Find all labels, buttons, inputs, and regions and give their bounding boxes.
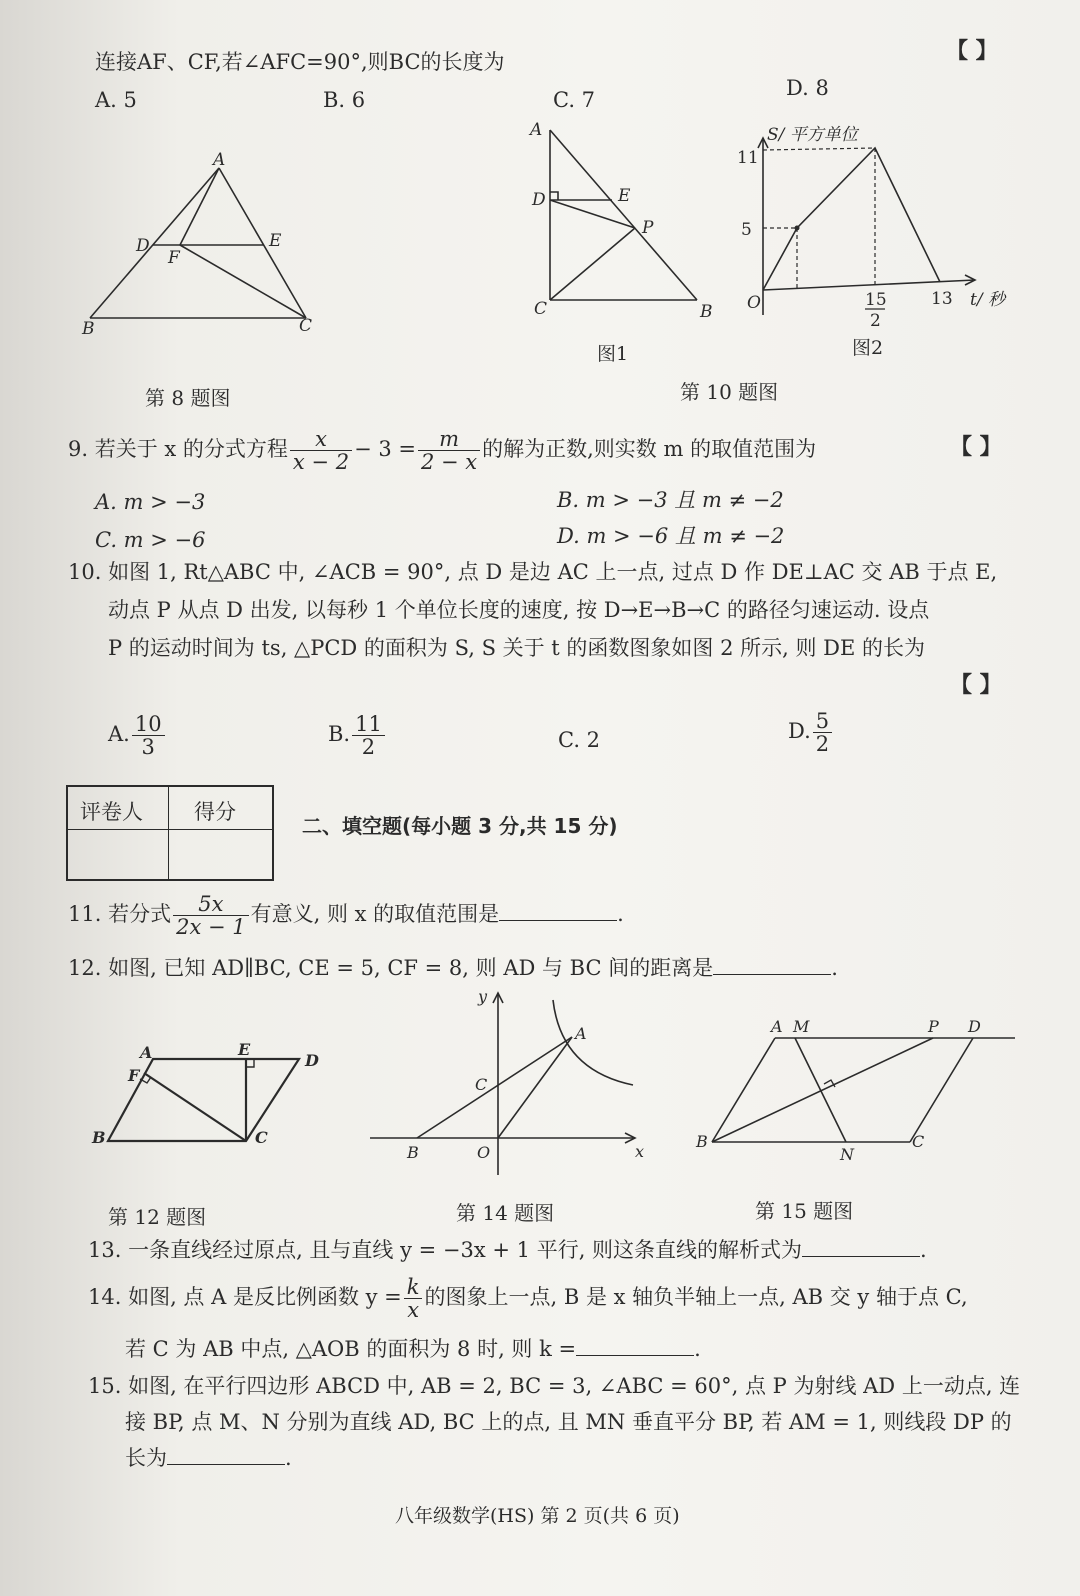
fig10-subcaption-1: 图1	[597, 343, 629, 365]
fig10-label-b: B	[700, 302, 713, 322]
q10-option-a	[108, 713, 167, 758]
fig10-x-tick-13: 13	[931, 289, 953, 309]
q9-stem-pre: 9. 若关于 x 的分式方程	[68, 437, 288, 462]
q13-stem-end: .	[920, 1238, 927, 1262]
q14-answer-blank[interactable]	[576, 1337, 694, 1356]
q10-line-2: 动点 P 从点 D 出发, 以每秒 1 个单位长度的速度, 按 D→E→B→C 的路径匀速运动. 设点	[108, 598, 930, 622]
fig14-label-b: B	[407, 1143, 419, 1162]
q9-frac2-num: m	[418, 428, 480, 451]
fig10-x-tick-2: 2	[870, 311, 881, 331]
function-graph	[763, 148, 940, 290]
fig10-y-axis-label: S/ 平方单位	[767, 125, 858, 145]
fig10-origin: O	[747, 293, 761, 313]
q8-option-b: B. 6	[323, 88, 366, 112]
q10-option-d	[788, 710, 834, 755]
q10-line-3: P 的运动时间为 ts, △PCD 的面积为 S, S 关于 t 的函数图象如图 2 所示, 则 DE 的长为	[108, 636, 925, 660]
q14-frac-num: k	[404, 1276, 423, 1299]
fig12-label-a: A	[140, 1043, 153, 1062]
q9-option-b: B. m > −3 且 m ≠ −2	[557, 488, 784, 512]
grader-input-cell[interactable]	[72, 835, 166, 873]
fig8-label-d: D	[136, 236, 150, 256]
fig14-caption: 第 14 题图	[456, 1201, 555, 1225]
figure-12	[88, 1035, 338, 1165]
q10-option-d-label: D.	[788, 719, 811, 744]
fig10-x-tick-15: 15	[865, 290, 887, 310]
figure-15	[690, 1010, 1020, 1170]
fig12-label-c: C	[255, 1128, 268, 1147]
fig8-caption: 第 8 题图	[145, 386, 231, 410]
fig12-label-e: E	[238, 1040, 251, 1059]
score-table	[66, 785, 274, 881]
fig14-label-a: A	[575, 1024, 587, 1043]
fig14-label-o: O	[477, 1143, 491, 1162]
q15-line-3-end: .	[285, 1446, 292, 1470]
q8-stem: 连接AF、CF,若∠AFC=90°,则BC的长度为	[95, 50, 505, 74]
fig10-label-e: E	[618, 186, 631, 206]
q10-option-a-label: A.	[108, 722, 130, 747]
fig10-label-d: D	[532, 190, 546, 210]
figure-10-1	[520, 115, 720, 325]
figure-10-2	[735, 110, 1025, 340]
q14-frac-den: x	[407, 1298, 420, 1323]
fig14-x-label: x	[635, 1142, 645, 1161]
q11-stem-post: 有意义, 则 x 的取值范围是	[250, 902, 500, 927]
answer-bracket-q9: 【 】	[950, 435, 1002, 460]
page-footer: 八年级数学(HS) 第 2 页(共 6 页)	[395, 1505, 680, 1527]
fig15-label-c: C	[912, 1132, 925, 1151]
figure-14	[365, 985, 655, 1180]
q14-stem	[88, 1276, 968, 1321]
q14-line-2-text: 若 C 为 AB 中点, △AOB 的面积为 8 时, 则 k =	[125, 1337, 577, 1361]
q11-frac-num: 5x	[173, 893, 249, 916]
fig10-caption: 第 10 题图	[680, 380, 779, 404]
q12-stem	[68, 956, 838, 980]
fig10-y-tick-5: 5	[741, 220, 752, 240]
fig12-caption: 第 12 题图	[108, 1205, 207, 1229]
fig8-label-e: E	[269, 231, 282, 251]
q10-option-d-den: 2	[815, 732, 830, 757]
fig15-label-m: M	[793, 1017, 810, 1036]
answer-bracket-q8: 【 】	[946, 39, 998, 64]
fig15-label-a: A	[771, 1017, 783, 1036]
segment-mn	[795, 1038, 846, 1142]
q13-stem-text: 13. 一条直线经过原点, 且与直线 y = −3x + 1 平行, 则这条直线的解析式为	[88, 1238, 803, 1262]
fig8-label-a: A	[213, 150, 226, 170]
q10-option-b-num: 11	[352, 713, 385, 736]
fig15-label-n: N	[840, 1145, 854, 1164]
section-2-title: 二、填空题(每小题 3 分,共 15 分)	[302, 814, 618, 838]
q10-option-b-label: B.	[328, 722, 351, 747]
fig15-label-d: D	[968, 1017, 981, 1036]
fig15-label-p: P	[928, 1017, 939, 1036]
q10-line-1: 10. 如图 1, Rt△ABC 中, ∠ACB = 90°, 点 D 是边 AC 上一点, 过点 D 作 DE⊥AC 交 AB 于点 E,	[68, 560, 998, 584]
q14-stem-pre: 14. 如图, 点 A 是反比例函数 y =	[88, 1285, 402, 1310]
segment-bp	[712, 1038, 933, 1142]
fig10-label-c: C	[534, 299, 548, 319]
q11-frac-den: 2x − 1	[176, 915, 246, 940]
answer-bracket-q10: 【 】	[950, 673, 1002, 698]
q12-stem-text: 12. 如图, 已知 AD∥BC, CE = 5, CF = 8, 则 AD 与 BC 间的距离是	[68, 956, 714, 980]
q15-line-2: 接 BP, 点 M、N 分别为直线 AD, BC 上的点, 且 MN 垂直平分 BP, 若 AM = 1, 则线段 DP 的	[125, 1410, 1012, 1434]
fig8-label-b: B	[82, 319, 95, 339]
fig8-label-c: C	[299, 316, 313, 336]
fig8-label-f: F	[168, 248, 180, 268]
q9-frac1-den: x − 2	[292, 450, 350, 475]
q8-option-a: A. 5	[95, 88, 137, 112]
figure-8	[70, 145, 330, 345]
q11-stem-pre: 11. 若分式	[68, 902, 172, 927]
q11-stem	[68, 893, 624, 938]
q11-stem-end: .	[617, 902, 624, 927]
segment-ab	[90, 168, 219, 318]
q15-line-1: 15. 如图, 在平行四边形 ABCD 中, AB = 2, BC = 3, ∠ABC = 60°, 点 P 为射线 AD 上一动点, 连	[88, 1374, 1021, 1398]
q9-frac1-num: x	[290, 428, 352, 451]
segment-ab	[417, 1037, 572, 1138]
q13-answer-blank[interactable]	[802, 1238, 920, 1257]
segment-oa	[498, 1037, 572, 1138]
q9-stem-mid: − 3 =	[354, 437, 416, 462]
q15-line-3-text: 长为	[125, 1446, 167, 1470]
fig12-label-f: F	[128, 1066, 140, 1085]
q14-line-2	[125, 1337, 701, 1361]
q9-option-a: A. m > −3	[95, 490, 206, 514]
fig10-x-axis-label: t/ 秒	[970, 290, 1005, 310]
q9-frac2-den: 2 − x	[420, 450, 478, 475]
fig15-caption: 第 15 题图	[755, 1199, 854, 1223]
fig10-label-p: P	[642, 218, 654, 238]
q9-option-c: C. m > −6	[95, 528, 206, 552]
score-table-grader-header: 评卷人	[80, 800, 143, 824]
q15-answer-blank[interactable]	[167, 1446, 285, 1465]
q14-line-2-end: .	[694, 1337, 701, 1361]
q12-answer-blank[interactable]	[713, 956, 831, 975]
q9-option-d: D. m > −6 且 m ≠ −2	[557, 524, 785, 548]
q8-option-c: C. 7	[553, 88, 596, 112]
q15-line-3	[125, 1446, 292, 1470]
score-table-score-header: 得分	[194, 800, 236, 824]
fig12-label-b: B	[92, 1128, 106, 1147]
q10-option-b-den: 2	[361, 735, 376, 760]
q10-option-a-den: 3	[141, 735, 155, 760]
q8-option-d: D. 8	[786, 76, 829, 100]
q10-option-c: C. 2	[558, 728, 601, 752]
q13-stem	[88, 1238, 927, 1262]
q14-stem-post: 的图象上一点, B 是 x 轴负半轴上一点, AB 交 y 轴于点 C,	[424, 1285, 968, 1310]
score-input-cell[interactable]	[172, 835, 268, 873]
segment-ac	[219, 168, 306, 318]
q10-option-a-num: 10	[132, 713, 165, 736]
q12-stem-end: .	[831, 956, 838, 980]
q10-option-b	[328, 713, 387, 758]
fig14-y-label: y	[478, 987, 488, 1006]
fig14-label-c: C	[475, 1075, 488, 1094]
fig10-subcaption-2: 图2	[852, 337, 884, 359]
fig15-label-b: B	[696, 1132, 708, 1151]
fig10-label-a: A	[530, 120, 543, 140]
q10-option-d-num: 5	[813, 710, 832, 733]
fig10-y-tick-11: 11	[737, 148, 759, 168]
q11-answer-blank[interactable]	[499, 902, 617, 921]
q9-stem	[68, 428, 816, 473]
segment-fc	[180, 245, 306, 318]
fig12-label-d: D	[305, 1051, 319, 1070]
q9-stem-post: 的解为正数,则实数 m 的取值范围为	[482, 437, 817, 462]
